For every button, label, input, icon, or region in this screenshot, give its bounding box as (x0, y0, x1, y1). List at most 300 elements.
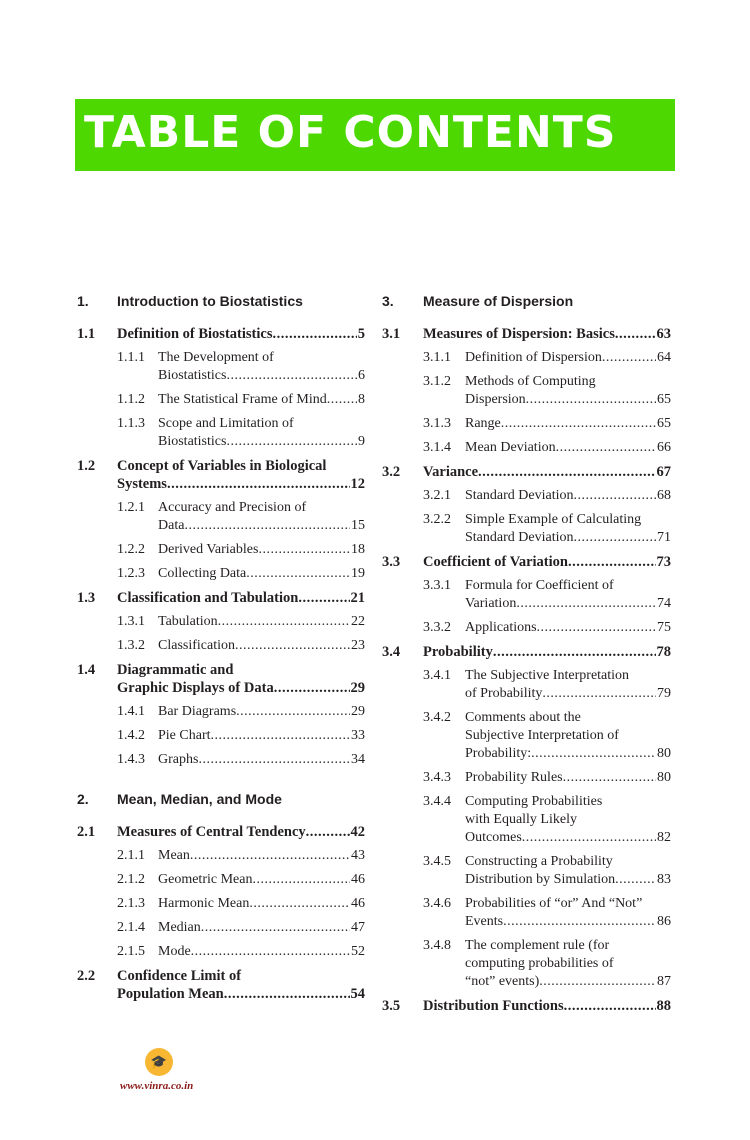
entry-title-line (465, 745, 671, 763)
entry-title-line (423, 997, 671, 1015)
entry-title-line (465, 871, 671, 889)
dot-leader (537, 619, 656, 637)
dot-leader (252, 871, 350, 889)
entry-title (158, 895, 365, 913)
dot-leader (246, 565, 350, 583)
entry-title-line (465, 487, 671, 505)
entry-title-text: Probability: (465, 746, 532, 761)
dot-leader (539, 973, 656, 991)
entry-title (465, 577, 671, 613)
entry-number: 1.4 (77, 662, 96, 678)
entry-title (465, 487, 671, 505)
page-number: 54 (350, 986, 365, 1002)
entry-title (423, 997, 671, 1015)
entry-number: 3.4.4 (423, 794, 451, 809)
entry-title-text: computing probabilities of (465, 956, 614, 971)
entry-number: 2.2 (77, 968, 96, 984)
dot-leader (167, 475, 350, 493)
entry-number: 1.1.2 (117, 392, 145, 407)
entry-title-text: Median (158, 920, 201, 935)
entry-title-text: Graphic Displays of Data (117, 680, 274, 696)
entry-number: 1.2.2 (117, 542, 145, 557)
page-number: 73 (656, 554, 671, 570)
entry-number: 1.4.3 (117, 752, 145, 767)
entry-title-line (465, 529, 671, 547)
entry-title (423, 553, 671, 571)
entry-title (117, 292, 365, 310)
page-number: 63 (656, 326, 671, 342)
page-number: 34 (351, 752, 365, 767)
entry-title (465, 373, 671, 409)
entry-title (117, 823, 365, 841)
entry-title (158, 541, 365, 559)
entry-title-text: Subjective Interpretation of (465, 728, 619, 743)
entry-title-line (158, 349, 365, 367)
page-number: 65 (657, 392, 671, 407)
entry-title-line (158, 919, 365, 937)
entry-title (158, 637, 365, 655)
entry-number: 3.3 (382, 554, 401, 570)
entry-number: 1.4.2 (117, 728, 145, 743)
entry-title-text: Computing Probabilities (465, 794, 603, 809)
entry-title-line (465, 667, 671, 685)
entry-title-text: Distribution Functions (423, 998, 564, 1014)
entry-title-line (117, 679, 365, 697)
entry-title-text: Standard Deviation (465, 488, 574, 503)
entry-title-line (465, 415, 671, 433)
entry-title (465, 709, 671, 763)
entry-title-line (465, 619, 671, 637)
page-number: 23 (351, 638, 365, 653)
entry-number: 3.1.4 (423, 440, 451, 455)
entry-title-line (158, 895, 365, 913)
entry-title-text: Accuracy and Precision of (158, 500, 307, 515)
entry-title-line (465, 727, 671, 745)
dot-leader (542, 685, 656, 703)
entry-number: 3.3.1 (423, 578, 451, 593)
entry-title-line (465, 829, 671, 847)
entry-title (117, 325, 365, 343)
page-number: 79 (657, 686, 671, 701)
entry-title-text: Variance (423, 464, 479, 480)
entry-title-text: Geometric Mean (158, 872, 253, 887)
entry-title-text: Classification and Tabulation (117, 590, 299, 606)
dot-leader (236, 703, 350, 721)
entry-title (465, 937, 671, 991)
dot-leader (568, 553, 656, 571)
entry-title-text: Probability Rules (465, 770, 563, 785)
entry-title (158, 919, 365, 937)
entry-title-line (465, 955, 671, 973)
entry-title-line (465, 913, 671, 931)
entry-number: 3.1 (382, 326, 401, 342)
entry-title-line (465, 391, 671, 409)
entry-title-text: Measures of Central Tendency (117, 824, 306, 840)
entry-title (117, 661, 365, 697)
entry-number: 3.1.3 (423, 416, 451, 431)
entry-title (117, 790, 365, 808)
entry-title-line (158, 637, 365, 655)
entry-number: 2.1.5 (117, 944, 145, 959)
entry-title (465, 769, 671, 787)
dot-leader (184, 517, 350, 535)
entry-title-text: Systems (117, 476, 167, 492)
dot-leader (198, 751, 350, 769)
entry-number: 1.3.2 (117, 638, 145, 653)
entry-number: 1. (77, 293, 89, 309)
entry-number: 1.4.1 (117, 704, 145, 719)
entry-title-text: Graphs (158, 752, 199, 767)
entry-title-text: Dispersion (465, 392, 526, 407)
entry-title-text: “not” events) (465, 974, 540, 989)
page-number: 71 (657, 530, 671, 545)
website-url[interactable]: www.vinra.co.in (120, 1080, 194, 1092)
entry-title (465, 511, 671, 547)
page-number: 5 (357, 326, 365, 342)
entry-title-text: Introduction to Biostatistics (117, 293, 303, 309)
entry-title (465, 667, 671, 703)
entry-number: 2. (77, 791, 89, 807)
page-number: 52 (351, 944, 365, 959)
entry-title-text: Population Mean (117, 986, 224, 1002)
entry-number: 3.1.2 (423, 374, 451, 389)
entry-title-text: Mean (158, 848, 190, 863)
entry-number: 3.5 (382, 998, 401, 1014)
entry-title-line (158, 541, 365, 559)
entry-title (158, 847, 365, 865)
entry-title-line (117, 457, 365, 475)
entry-title-line (465, 349, 671, 367)
dot-leader (503, 913, 656, 931)
entry-title-line (465, 793, 671, 811)
dot-leader (226, 367, 357, 385)
page-number: 15 (351, 518, 365, 533)
entry-title-text: Biostatistics (158, 434, 227, 449)
entry-number: 3.4.3 (423, 770, 451, 785)
entry-title-text: Bar Diagrams (158, 704, 237, 719)
dot-leader (190, 847, 350, 865)
entry-title-text: Variation (465, 596, 517, 611)
entry-title (158, 613, 365, 631)
entry-number: 1.1 (77, 326, 96, 342)
entry-title (158, 727, 365, 745)
entry-title-line (423, 553, 671, 571)
entry-title-text: Outcomes (465, 830, 522, 845)
entry-title-text: Mean Deviation (465, 440, 556, 455)
dot-leader (298, 589, 349, 607)
dot-leader (531, 745, 656, 763)
dot-leader (211, 727, 351, 745)
entry-title-line (158, 517, 365, 535)
entry-title-text: Measure of Dispersion (423, 293, 574, 309)
entry-title-text: Tabulation (158, 614, 218, 629)
title-banner (75, 99, 675, 171)
dot-leader (226, 433, 357, 451)
entry-number: 3.4.1 (423, 668, 451, 683)
entry-number: 3. (382, 293, 394, 309)
entry-title (465, 853, 671, 889)
page-number: 19 (351, 566, 365, 581)
entry-title (158, 391, 365, 409)
page-number: 83 (657, 872, 671, 887)
page-number: 66 (657, 440, 671, 455)
entry-title-text: Pie Chart (158, 728, 211, 743)
page-number: 88 (656, 998, 671, 1014)
dot-leader (249, 895, 350, 913)
page-number: 21 (350, 590, 365, 606)
dot-leader (573, 529, 656, 547)
entry-title (465, 415, 671, 433)
entry-number: 2.1 (77, 824, 96, 840)
entry-title (465, 439, 671, 457)
entry-title-text: Harmonic Mean (158, 896, 250, 911)
entry-number: 1.1.1 (117, 350, 145, 365)
dot-leader (573, 487, 656, 505)
entry-title (465, 619, 671, 637)
entry-number: 2.1.3 (117, 896, 145, 911)
dot-leader (556, 439, 656, 457)
entry-title-text: Range (465, 416, 501, 431)
entry-title-line (158, 565, 365, 583)
graduation-cap-logo-icon: 🎓 (145, 1048, 173, 1076)
entry-title-line (465, 709, 671, 727)
entry-title-line (158, 703, 365, 721)
entry-title-line (117, 823, 365, 841)
entry-title-text: Collecting Data (158, 566, 247, 581)
entry-title-text: Probability (423, 644, 493, 660)
entry-title (158, 703, 365, 721)
entry-title-text: of Probability (465, 686, 543, 701)
page-number: 86 (657, 914, 671, 929)
entry-title-line (465, 439, 671, 457)
entry-title-text: Measures of Dispersion: Basics (423, 326, 615, 342)
entry-title-text: Constructing a Probability (465, 854, 613, 869)
entry-title-text: with Equally Likely (465, 812, 577, 827)
entry-number: 3.4 (382, 644, 401, 660)
dot-leader (563, 769, 656, 787)
entry-number: 3.4.2 (423, 710, 451, 725)
entry-title-line (465, 895, 671, 913)
entry-title (423, 643, 671, 661)
entry-title (423, 325, 671, 343)
entry-title (465, 895, 671, 931)
entry-title-line (465, 373, 671, 391)
entry-title-line (117, 589, 365, 607)
entry-title-line (158, 415, 365, 433)
entry-title (423, 463, 671, 481)
entry-title-line (465, 769, 671, 787)
entry-title-text: Definition of Biostatistics (117, 326, 273, 342)
entry-title-line (465, 811, 671, 829)
entry-title (158, 499, 365, 535)
page-number: 8 (358, 392, 365, 407)
dot-leader (493, 643, 656, 661)
entry-title-text: Data (158, 518, 185, 533)
dot-leader (501, 415, 656, 433)
entry-number: 2.1.4 (117, 920, 145, 935)
entry-title-line (465, 595, 671, 613)
entry-title-text: The Development of (158, 350, 274, 365)
entry-title-text: Mean, Median, and Mode (117, 791, 282, 807)
entry-number: 2.1.2 (117, 872, 145, 887)
dot-leader (258, 541, 350, 559)
entry-title-text: Concept of Variables in Biological (117, 458, 327, 474)
entry-title (158, 565, 365, 583)
entry-title-text: Coefficient of Variation (423, 554, 568, 570)
entry-title-line (423, 292, 671, 310)
entry-number: 3.2.2 (423, 512, 451, 527)
page-number: 46 (351, 896, 365, 911)
page-number: 29 (351, 704, 365, 719)
entry-title-text: Biostatistics (158, 368, 227, 383)
page-number: 67 (656, 464, 671, 480)
entry-number: 3.3.2 (423, 620, 451, 635)
entry-title-line (117, 967, 365, 985)
dot-leader (602, 349, 656, 367)
entry-number: 1.3.1 (117, 614, 145, 629)
entry-title-text: Scope and Limitation of (158, 416, 294, 431)
entry-number: 1.2.3 (117, 566, 145, 581)
page-number: 33 (351, 728, 365, 743)
page-number: 68 (657, 488, 671, 503)
page-number: 22 (351, 614, 365, 629)
entry-title-text: Definition of Dispersion (465, 350, 602, 365)
dot-leader (516, 595, 656, 613)
page-number: 43 (351, 848, 365, 863)
page-title: TABLE OF CONTENTS (84, 107, 617, 158)
entry-title (465, 793, 671, 847)
entry-number: 3.4.5 (423, 854, 451, 869)
entry-title-text: Mode (158, 944, 191, 959)
dot-leader (272, 325, 356, 343)
dot-leader (191, 943, 350, 961)
entry-title-text: Comments about the (465, 710, 581, 725)
page-number: 78 (656, 644, 671, 660)
page-number: 6 (358, 368, 365, 383)
dot-leader (615, 325, 656, 343)
entry-number: 3.2 (382, 464, 401, 480)
entry-number: 3.1.1 (423, 350, 451, 365)
page-number: 74 (657, 596, 671, 611)
entry-title-text: Derived Variables (158, 542, 259, 557)
entry-title-text: Confidence Limit of (117, 968, 242, 984)
page-number: 42 (350, 824, 365, 840)
entry-title-line (465, 973, 671, 991)
entry-title-text: Probabilities of “or” And “Not” (465, 896, 643, 911)
dot-leader (218, 613, 350, 631)
entry-title (158, 415, 365, 451)
entry-number: 3.2.1 (423, 488, 451, 503)
page-number: 47 (351, 920, 365, 935)
entry-title-text: Standard Deviation (465, 530, 574, 545)
entry-title-text: Diagrammatic and (117, 662, 234, 678)
entry-title-text: Methods of Computing (465, 374, 596, 389)
dot-leader (615, 871, 656, 889)
entry-title (465, 349, 671, 367)
entry-title (158, 751, 365, 769)
entry-title-line (158, 943, 365, 961)
entry-title-line (158, 499, 365, 517)
dot-leader (526, 391, 656, 409)
entry-title (117, 457, 365, 493)
entry-title (158, 349, 365, 385)
entry-title-line (158, 391, 365, 409)
page-number: 80 (657, 770, 671, 785)
entry-title-text: Classification (158, 638, 235, 653)
entry-number: 1.2 (77, 458, 96, 474)
entry-title-line (158, 613, 365, 631)
dot-leader (564, 997, 656, 1015)
page-number: 65 (657, 416, 671, 431)
entry-title (423, 292, 671, 310)
entry-title-line (158, 871, 365, 889)
entry-title-text: Events (465, 914, 504, 929)
entry-title-line (158, 433, 365, 451)
page-number: 80 (657, 746, 671, 761)
entry-title-line (158, 751, 365, 769)
dot-leader (235, 637, 350, 655)
entry-title-line (117, 325, 365, 343)
entry-title-line (423, 325, 671, 343)
entry-number: 3.4.6 (423, 896, 451, 911)
entry-title-text: Simple Example of Calculating (465, 512, 642, 527)
entry-title-line (465, 685, 671, 703)
entry-number: 2.1.1 (117, 848, 145, 863)
page-number: 75 (657, 620, 671, 635)
entry-title-text: Formula for Coefficient of (465, 578, 614, 593)
dot-leader (201, 919, 350, 937)
entry-title-line (465, 937, 671, 955)
entry-number: 1.3 (77, 590, 96, 606)
entry-title-text: The complement rule (for (465, 938, 610, 953)
entry-title (158, 871, 365, 889)
entry-title-line (158, 367, 365, 385)
entry-title-line (465, 577, 671, 595)
entry-title-text: Applications (465, 620, 537, 635)
entry-title-line (158, 847, 365, 865)
entry-title-line (423, 463, 671, 481)
entry-number: 1.1.3 (117, 416, 145, 431)
dot-leader (327, 391, 357, 409)
entry-title-line (158, 727, 365, 745)
page-number: 18 (351, 542, 365, 557)
entry-title-line (117, 292, 365, 310)
dot-leader (522, 829, 656, 847)
page-number: 9 (358, 434, 365, 449)
dot-leader (224, 985, 350, 1003)
page-number: 12 (350, 476, 365, 492)
entry-title-line (117, 790, 365, 808)
page-number: 64 (657, 350, 671, 365)
page-number: 29 (350, 680, 365, 696)
entry-title (158, 943, 365, 961)
entry-title-text: Distribution by Simulation (465, 872, 616, 887)
entry-title-text: The Subjective Interpretation (465, 668, 630, 683)
entry-title-line (117, 661, 365, 679)
entry-title-line (117, 475, 365, 493)
entry-title (117, 967, 365, 1003)
page-number: 87 (657, 974, 671, 989)
entry-title (117, 589, 365, 607)
dot-leader (478, 463, 655, 481)
page-number: 46 (351, 872, 365, 887)
dot-leader (306, 823, 350, 841)
entry-title-text: The Statistical Frame of Mind (158, 392, 327, 407)
entry-number: 1.2.1 (117, 500, 145, 515)
entry-title-line (465, 511, 671, 529)
entry-title-line (423, 643, 671, 661)
dot-leader (274, 679, 350, 697)
